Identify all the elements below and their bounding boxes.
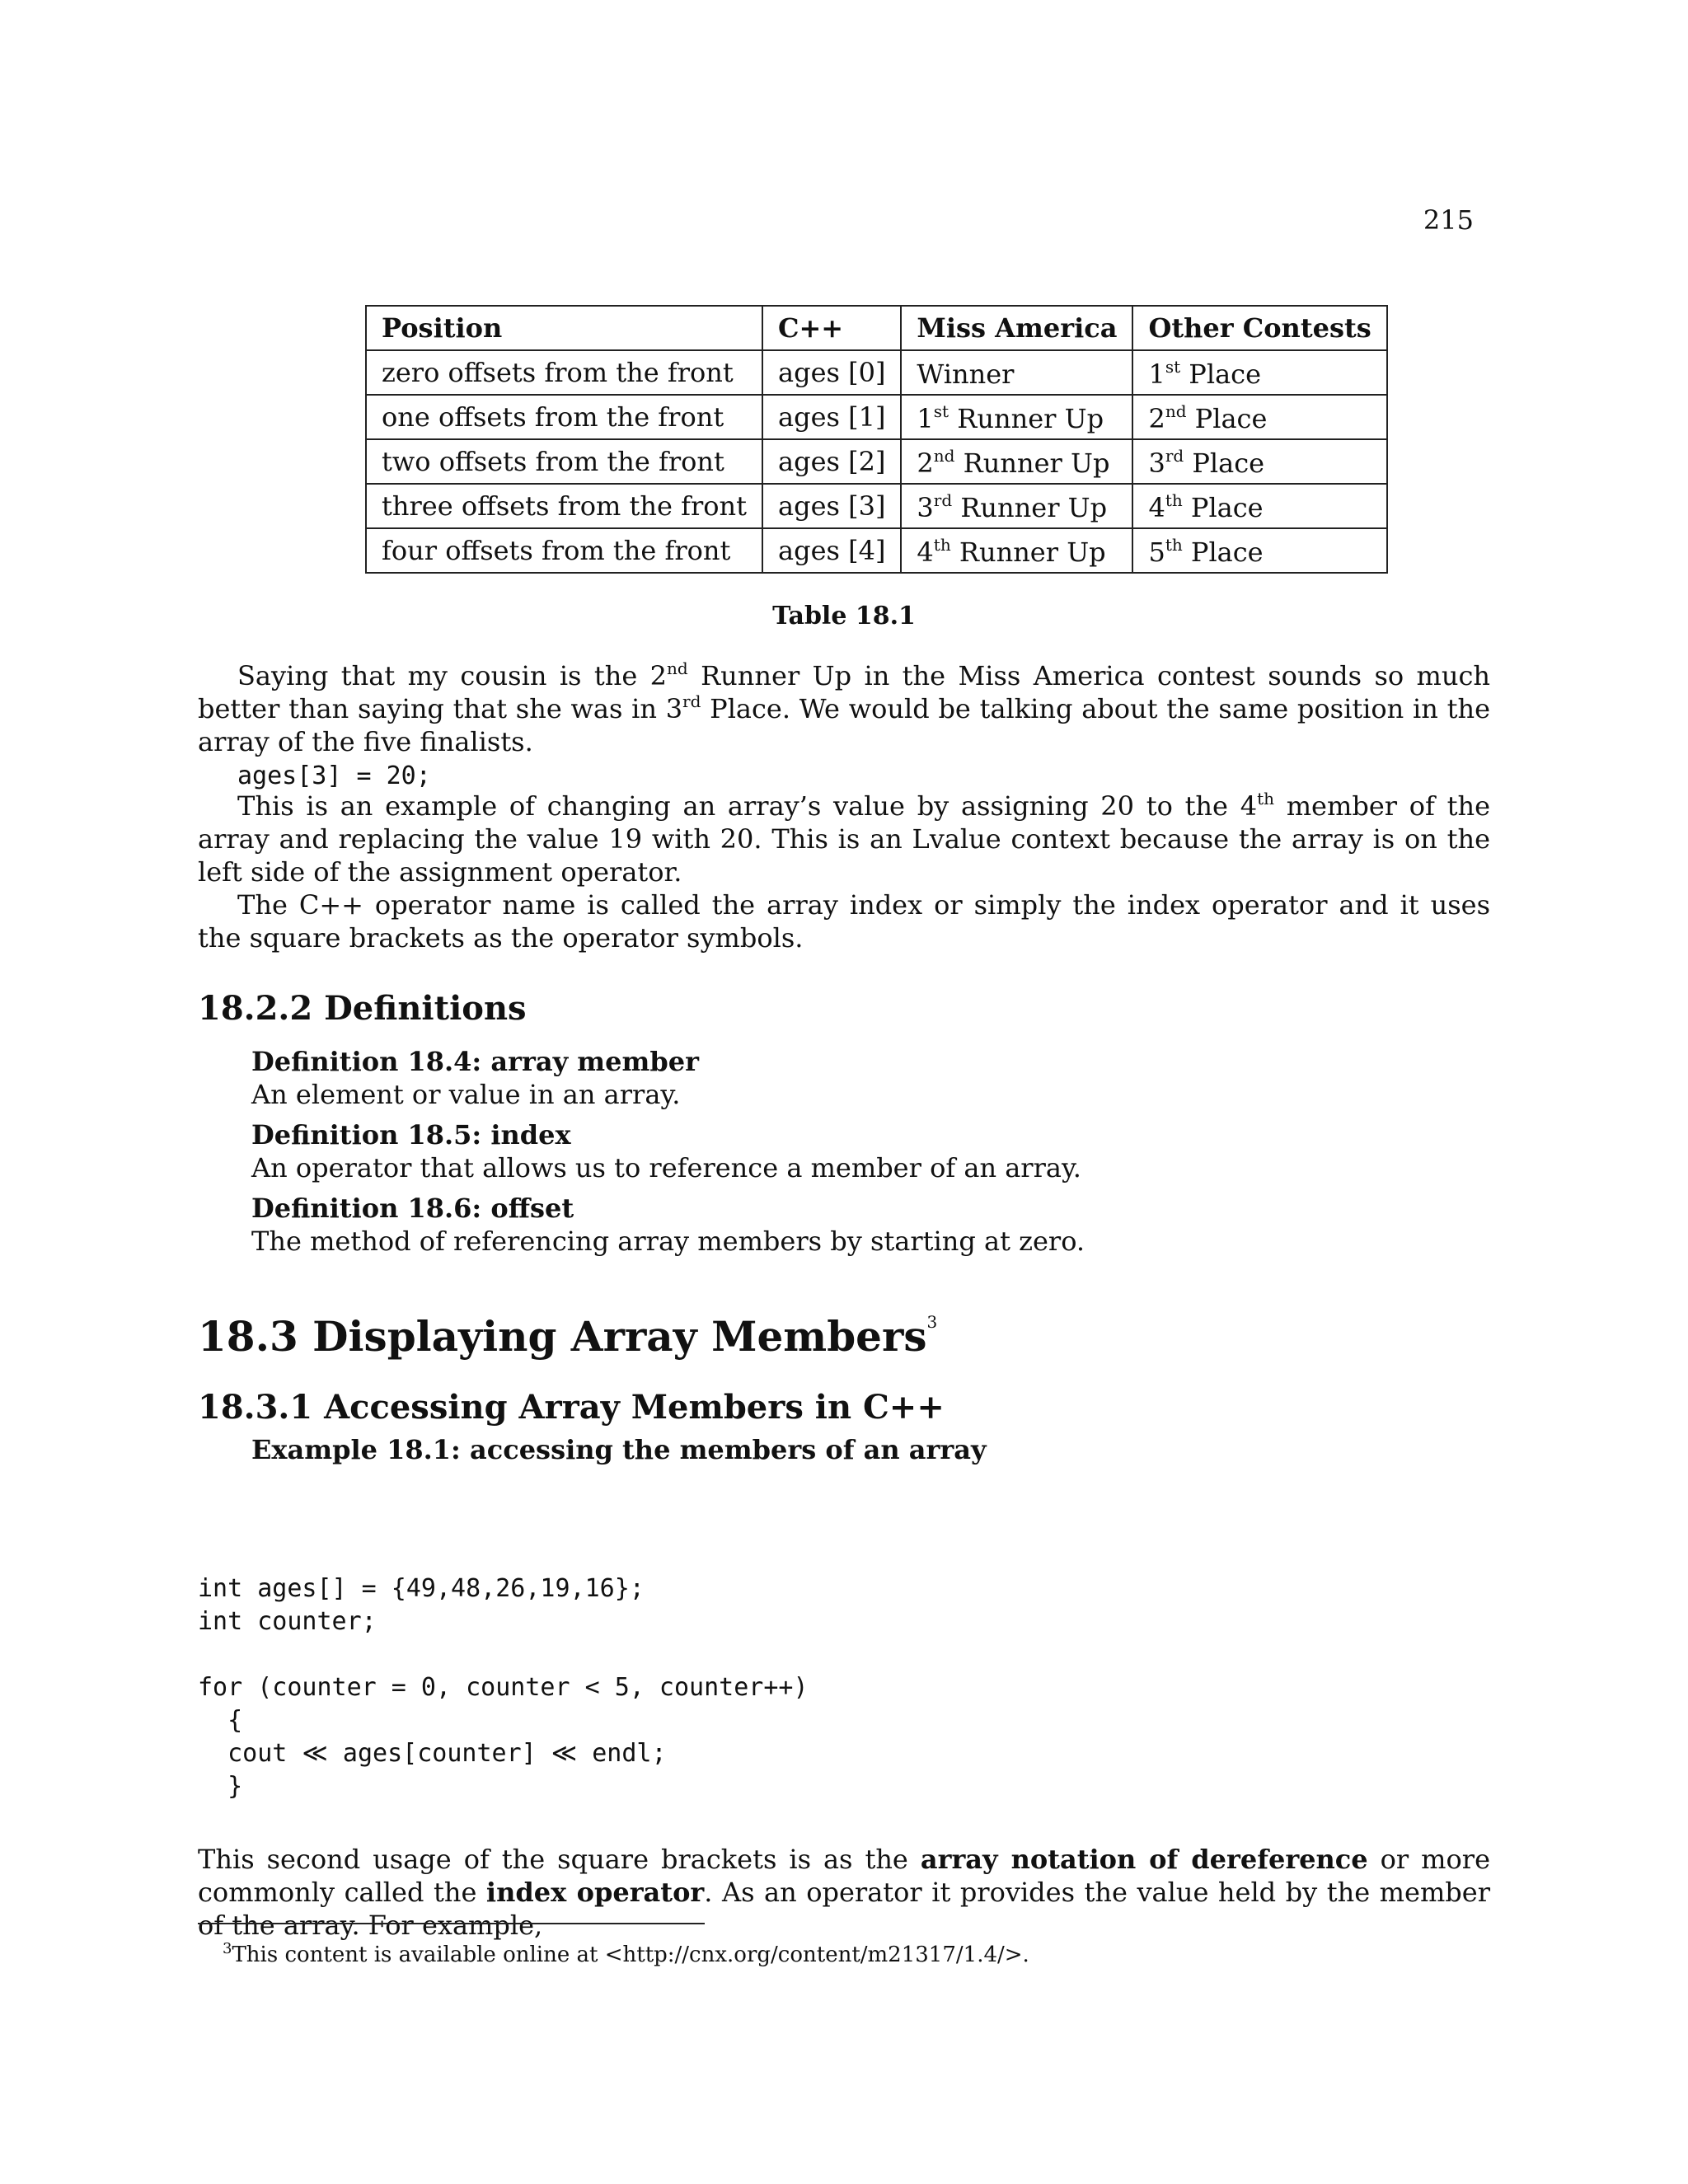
section-heading-definitions: 18.2.2 Definitions <box>198 989 527 1028</box>
cell-cpp: ages [0] <box>762 350 901 395</box>
paragraph-index-operator: The C++ operator name is called the array index or simply the index operator and it uses the square brackets as the operator symbols. <box>198 889 1490 954</box>
header-other-contests: Other Contests <box>1132 306 1386 350</box>
definition-title: Definition 18.6: offset <box>251 1193 574 1224</box>
table-row <box>366 395 1387 439</box>
definition-text: An operator that allows us to reference a member of an array. <box>251 1152 1081 1183</box>
cell-other-contests: 1st Place <box>1132 350 1386 395</box>
code-block: int ages[] = {49,48,26,19,16}; int counter; for (counter = 0, counter < 5, counter++) { cout ≪ ages[counter] ≪ endl; } <box>198 1574 809 1801</box>
definition-title: Definition 18.5: index <box>251 1119 571 1151</box>
cell-cpp: ages [3] <box>762 484 901 528</box>
header-miss-america: Miss America <box>901 306 1132 350</box>
cell-position: one offsets from the front <box>366 395 762 439</box>
definition-text: The method of referencing array members by starting at zero. <box>251 1226 1085 1257</box>
definition-title: Definition 18.4: array member <box>251 1046 699 1077</box>
table-row <box>366 484 1387 528</box>
table-row <box>366 439 1387 484</box>
table-row <box>366 350 1387 395</box>
cell-miss-america: 1st Runner Up <box>901 395 1132 439</box>
header-position: Position <box>366 306 762 350</box>
subsection-heading-accessing: 18.3.1 Accessing Array Members in C++ <box>198 1388 945 1427</box>
cell-position: zero offsets from the front <box>366 350 762 395</box>
footnote <box>223 1935 1029 1969</box>
cell-other-contests: 4th Place <box>1132 484 1386 528</box>
cell-position: four offsets from the front <box>366 528 762 573</box>
cell-other-contests: 2nd Place <box>1132 395 1386 439</box>
paragraph-runner-up: Saying that my cousin is the 2nd Runner Up in the Miss America contest sounds so much better than saying that she was in 3rd Place. We would be talking about the same position in the array of the five finalists. <box>198 658 1491 757</box>
offsets-table <box>365 305 1388 574</box>
paragraph-lvalue: This is an example of changing an array’s value by assigning 20 to the 4th member of the array and replacing the value 19 with 20. This is an Lvalue context because the array is on the left side of the assignment operator. <box>198 789 1491 888</box>
table-row <box>366 528 1387 573</box>
inline-code-line: ages[3] = 20; <box>237 762 431 790</box>
table-header-row <box>366 306 1387 350</box>
cell-other-contests: 3rd Place <box>1132 439 1386 484</box>
cell-cpp: ages [4] <box>762 528 901 573</box>
cell-other-contests: 5th Place <box>1132 528 1386 573</box>
cell-position: three offsets from the front <box>366 484 762 528</box>
definition-offset <box>251 1192 1085 1258</box>
cell-miss-america: Winner <box>901 350 1132 395</box>
example-title: Example 18.1: accessing the members of an array <box>251 1434 987 1465</box>
footnote-divider <box>198 1923 705 1924</box>
cell-miss-america: 2nd Runner Up <box>901 439 1132 484</box>
cell-miss-america: 4th Runner Up <box>901 528 1132 573</box>
table-caption: Table 18.1 <box>772 602 916 630</box>
page-number: 215 <box>1423 204 1474 236</box>
header-cpp: C++ <box>762 306 901 350</box>
paragraph-dereference: This second usage of the square brackets is as the array notation of dereference or more commonly called the index operator. As an operator it provides the value held by the member of the array. For example, <box>198 1844 1491 1941</box>
footnote-number: 3 <box>223 1940 232 1957</box>
cell-position: two offsets from the front <box>366 439 762 484</box>
cell-cpp: ages [1] <box>762 395 901 439</box>
footnote-text: This content is available online at <http://cnx.org/content/m21317/1.4/>. <box>232 1943 1029 1967</box>
definition-text: An element or value in an array. <box>251 1079 681 1110</box>
section-heading-displaying-array-members: 18.3 Displaying Array Members$^3$ <box>198 1312 938 1361</box>
cell-cpp: ages [2] <box>762 439 901 484</box>
definition-array-member <box>251 1045 699 1111</box>
definition-index <box>251 1118 1081 1184</box>
cell-miss-america: 3rd Runner Up <box>901 484 1132 528</box>
footnote-ref: 3 <box>926 1312 938 1332</box>
